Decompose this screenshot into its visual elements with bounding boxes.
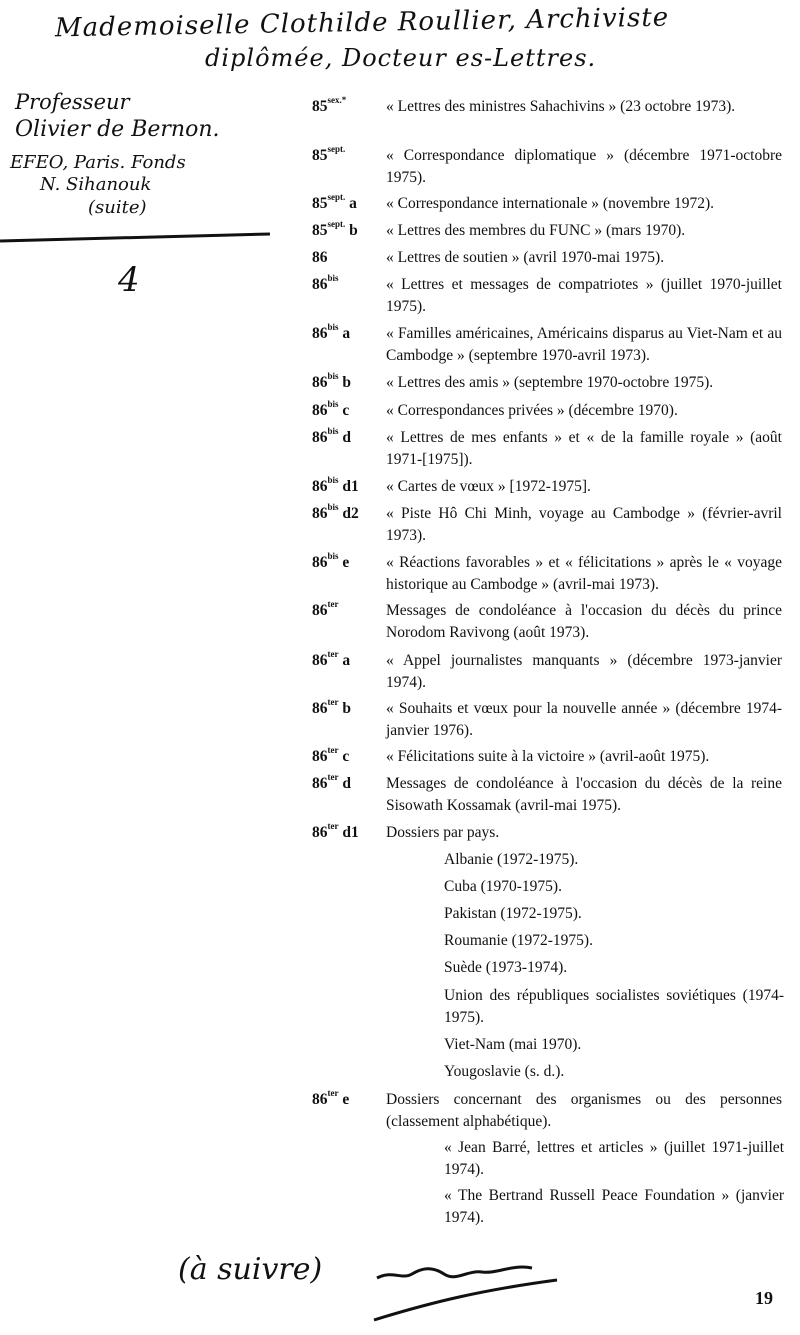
entry-text: Dossiers concernant des organismes ou des personnes (classement alphabétique). xyxy=(386,1091,782,1130)
entry-code: $86^{bis}$ a xyxy=(312,321,351,342)
country-item: Yougoslavie (s. d.). xyxy=(444,1063,565,1080)
entry-code: $86^{ter}$ xyxy=(312,598,339,619)
entry-code: $86^{bis}$ e xyxy=(312,550,350,571)
entry-code: $86^{bis}$ d1 xyxy=(312,474,359,495)
entry-text: « Lettres des membres du FUNC » (mars 1970). xyxy=(386,222,686,239)
entry-code: $85^{sept.}$ b xyxy=(312,218,358,239)
entry-code: $86^{bis}$ d xyxy=(312,425,352,446)
entry-code: $86^{ter}$ b xyxy=(312,696,351,717)
country-item: Viet-Nam (mai 1970). xyxy=(444,1036,582,1053)
entry-code: $86^{ter}$ e xyxy=(312,1087,350,1108)
handwritten-side-line3: EFEO, Paris. Fonds xyxy=(10,152,186,173)
entry-text: Dossiers par pays. xyxy=(386,824,500,841)
handwritten-header-line1: Mademoiselle Clothilde Roullier, Archiviste xyxy=(54,2,670,44)
handwritten-header-line2: diplômée, Docteur es-Lettres. xyxy=(205,44,597,72)
entry-code: $86^{ter}$ d1 xyxy=(312,820,359,841)
country-item: Pakistan (1972-1975). xyxy=(444,905,582,922)
entry-text: Messages de condoléance à l'occasion du décès de la reine Sisowath Kossamak (avril-mai 1975). xyxy=(386,775,782,814)
entry-code: $86^{bis}$ c xyxy=(312,398,350,419)
handwritten-side-line2: Olivier de Bernon. xyxy=(15,117,220,142)
country-item: Union des républiques socialistes soviétiques (1974-1975). xyxy=(444,987,784,1026)
entry-text: « Lettres de mes enfants » et « de la famille royale » (août 1971-[1975]). xyxy=(386,429,782,468)
country-item: Albanie (1972-1975). xyxy=(444,851,579,868)
entry-text: « Correspondances privées » (décembre 1970). xyxy=(386,402,678,419)
entry-text: « Correspondance diplomatique » (décembre 1971-octobre 1975). xyxy=(386,147,782,186)
entry-code: $86^{bis}$ d2 xyxy=(312,501,359,522)
signature-mark xyxy=(372,1250,562,1330)
organisation-item: « Jean Barré, lettres et articles » (juillet 1971-juillet 1974). xyxy=(444,1139,784,1178)
country-item: Suède (1973-1974). xyxy=(444,959,568,976)
handwritten-footer-note: (à suivre) xyxy=(178,1252,323,1287)
country-item: Cuba (1970-1975). xyxy=(444,878,562,895)
entry-text: « Lettres des amis » (septembre 1970-octobre 1975). xyxy=(386,374,714,391)
entry-code: $85^{sept.}$ a xyxy=(312,191,357,212)
entry-text: « Réactions favorables » et « félicitations » après le « voyage historique au Cambodge » (avril-mai 1973). xyxy=(386,554,782,593)
entry-text: « Correspondance internationale » (novembre 1972). xyxy=(386,195,714,212)
entry-code: $86^{ter}$ d xyxy=(312,771,351,792)
entry-code: $86^{ter}$ a xyxy=(312,648,351,669)
entry-text: « Cartes de vœux » [1972-1975]. xyxy=(386,478,591,495)
entry-text: « Lettres des ministres Sahachivins » (23 octobre 1973). xyxy=(386,98,736,115)
handwritten-page-marker: 4 xyxy=(118,260,140,300)
entry-text: « Familles américaines, Américains disparus au Viet-Nam et au Cambodge » (septembre 1970-avril 1973). xyxy=(386,325,782,364)
handwritten-side-line5: (suite) xyxy=(88,197,147,218)
entry-text: Messages de condoléance à l'occasion du décès du prince Norodom Ravivong (août 1973). xyxy=(386,602,782,641)
entry-code: $86^{ter}$ c xyxy=(312,744,350,765)
organisation-item: « The Bertrand Russell Peace Foundation » (janvier 1974). xyxy=(444,1187,784,1226)
entry-text: « Lettres et messages de compatriotes » (juillet 1970-juillet 1975). xyxy=(386,276,782,315)
entry-text: « Souhaits et vœux pour la nouvelle année » (décembre 1974-janvier 1976). xyxy=(386,700,782,739)
entry-code: $85^{sept.}$ xyxy=(312,143,346,164)
entry-code: $86^{bis}$ b xyxy=(312,370,352,391)
entry-code: $85^{sex.*}$ xyxy=(312,94,347,115)
entry-text: « Lettres de soutien » (avril 1970-mai 1975). xyxy=(386,249,665,266)
entry-code: 86 xyxy=(312,249,328,266)
handwritten-side-line4: N. Sihanouk xyxy=(40,174,152,195)
country-item: Roumanie (1972-1975). xyxy=(444,932,593,949)
page-number: 19 xyxy=(755,1288,773,1308)
entry-code: $86^{bis}$ xyxy=(312,272,339,293)
entry-text: « Piste Hô Chi Minh, voyage au Cambodge » (février-avril 1973). xyxy=(386,505,782,544)
entry-text: « Félicitations suite à la victoire » (avril-août 1975). xyxy=(386,748,710,765)
entry-text: « Appel journalistes manquants » (décembre 1973-janvier 1974). xyxy=(386,652,782,691)
handwritten-side-line1: Professeur xyxy=(15,90,130,114)
